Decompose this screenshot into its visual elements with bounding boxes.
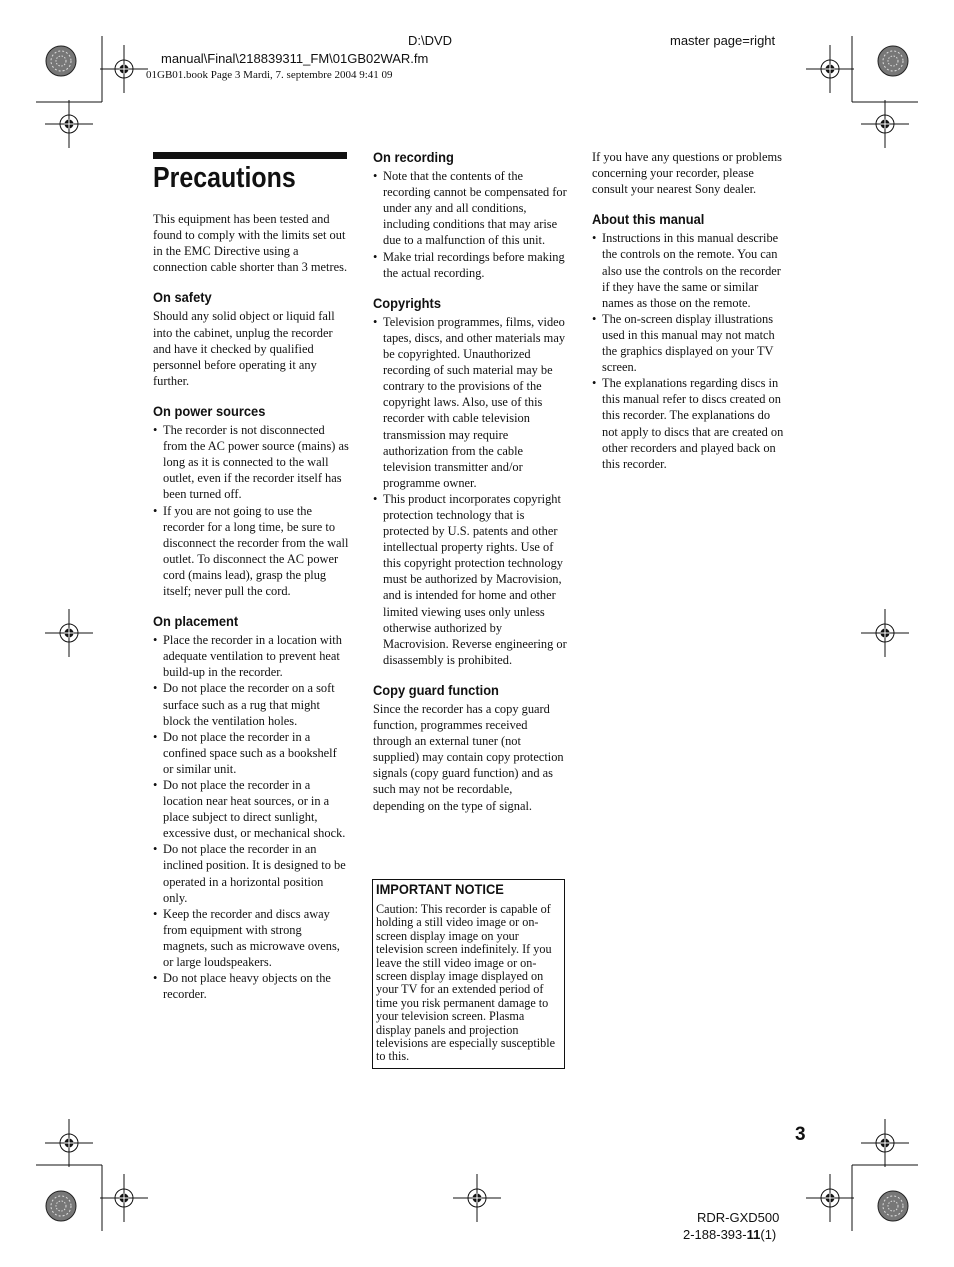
- column-left: [153, 211, 349, 1002]
- book-info: 01GB01.book Page 3 Mardi, 7. septembre 2004 9:41 09: [146, 69, 393, 81]
- document-code: [683, 1226, 776, 1243]
- heading-on-recording: On recording: [373, 149, 454, 165]
- code-prefix: 2-188-393-: [683, 1227, 747, 1242]
- list-item: • Do not place heavy objects on the recorder.: [153, 970, 349, 1002]
- copyrights-list: [373, 314, 567, 668]
- master-page-label: master page=right: [670, 33, 776, 48]
- intro-text: This equipment has been tested and found to comply with the limits set out in the EMC Directive using a connection cable shorter than 3 metres.: [153, 212, 348, 275]
- list-item: • The explanations regarding discs in this manual refer to discs created on this recorder. The explanations do not apply to discs that are created on other recorders and played back on this recorder.: [592, 375, 786, 472]
- questions-text: If you have any questions or problems concerning your recorder, please consult your nearest Sony dealer.: [592, 150, 782, 197]
- list-item: • The on-screen display illustrations used in this manual may not match the graphics displayed on your TV screen.: [592, 311, 786, 375]
- heading-about-manual: About this manual: [592, 211, 705, 228]
- heading-on-power-sources: On power sources: [153, 402, 266, 419]
- placement-list: [153, 632, 349, 1002]
- title-rule: [153, 152, 347, 159]
- list-item: • Television programmes, films, video tapes, discs, and other materials may be copyrighted. Unauthorized recording of such material may be contrary to the provisions of the copyright laws. Also, use of this recorder with cable television transmission may require authorization from the cable television transmitter and/or programme owner.: [373, 314, 567, 491]
- column-right: [592, 149, 786, 472]
- page-number: 3: [795, 1124, 806, 1145]
- list-item: • Do not place the recorder on a soft surface such as a rug that might block the ventilation holes.: [153, 680, 349, 728]
- column-middle: [373, 149, 567, 814]
- on-safety-text: Should any solid object or liquid fall into the cabinet, unplug the recorder and have it checked by qualified personnel before operating it any further.: [153, 309, 335, 388]
- code-bold: 11: [746, 1227, 761, 1242]
- list-item: • Instructions in this manual describe the controls on the remote. You can also use the controls on the recorder if they have the same or similar names as those on the remote.: [592, 230, 786, 310]
- list-item: • If you are not going to use the recorder for a long time, be sure to disconnect the recorder from the wall outlet. To disconnect the AC power cord (mains lead), grasp the plug itself; never pull the cord.: [153, 503, 349, 600]
- heading-copy-guard: Copy guard function: [373, 681, 499, 698]
- list-item: • Do not place the recorder in a location near heat sources, or in a place subject to direct sunlight, excessive dust, or mechanical shock.: [153, 777, 349, 841]
- code-suffix: (1): [760, 1227, 777, 1242]
- heading-on-safety: On safety: [153, 289, 212, 306]
- notice-text: Caution: This recorder is capable of holding a still video image or on-screen display image on your television screen indefinitely. If you leave the still video image or on-screen display image displayed on your TV for an extended period of time you risk permanent damage to your television screen. Plasma display panels and projection televisions are especially susceptible to this.: [376, 902, 556, 1064]
- recording-list: [373, 168, 567, 281]
- model-number: RDR-GXD500: [697, 1210, 780, 1225]
- list-item: • Note that the contents of the recording cannot be compensated for under any and all conditions, including conditions that may arise due to a malfunction of this unit.: [373, 168, 567, 248]
- list-item: • Do not place the recorder in an inclined position. It is designed to be operated in a horizontal position only.: [153, 841, 349, 905]
- heading-on-placement: On placement: [153, 613, 239, 630]
- list-item: • This product incorporates copyright protection technology that is protected by U.S. patents and other intellectual property rights. Use of this copyright protection technology must be authorized by Macrovision, and is intended for home and other limited viewing uses only unless otherwise authorized by Macrovision. Reverse engineering or disassembly is prohibited.: [373, 491, 567, 668]
- file-path-line1: D:\DVD: [408, 33, 453, 48]
- page-title: Precautions: [153, 162, 296, 194]
- about-manual-list: [592, 230, 786, 471]
- file-path-line2: manual\Final\218839311_FM\01GB02WAR.fm: [161, 51, 429, 66]
- copy-guard-text: Since the recorder has a copy guard function, programmes received through an external tuner (not supplied) may contain copy protection signals (copy guard function) and as such may not be recordable, depending on the type of signal.: [373, 702, 564, 813]
- list-item: • Make trial recordings before making the actual recording.: [373, 249, 567, 281]
- heading-copyrights: Copyrights: [373, 294, 441, 311]
- list-item: • The recorder is not disconnected from the AC power source (mains) as long as it is connected to the wall outlet, even if the recorder itself has been turned off.: [153, 422, 349, 502]
- list-item: • Do not place the recorder in a confined space such as a bookshelf or similar unit.: [153, 729, 349, 777]
- list-item: • Place the recorder in a location with adequate ventilation to prevent heat build-up in the recorder.: [153, 632, 349, 680]
- list-item: • Keep the recorder and discs away from equipment with strong magnets, such as microwave ovens, or large loudspeakers.: [153, 906, 349, 970]
- notice-heading: IMPORTANT NOTICE: [376, 881, 504, 897]
- important-notice-box: [372, 879, 565, 1069]
- power-sources-list: [153, 422, 349, 599]
